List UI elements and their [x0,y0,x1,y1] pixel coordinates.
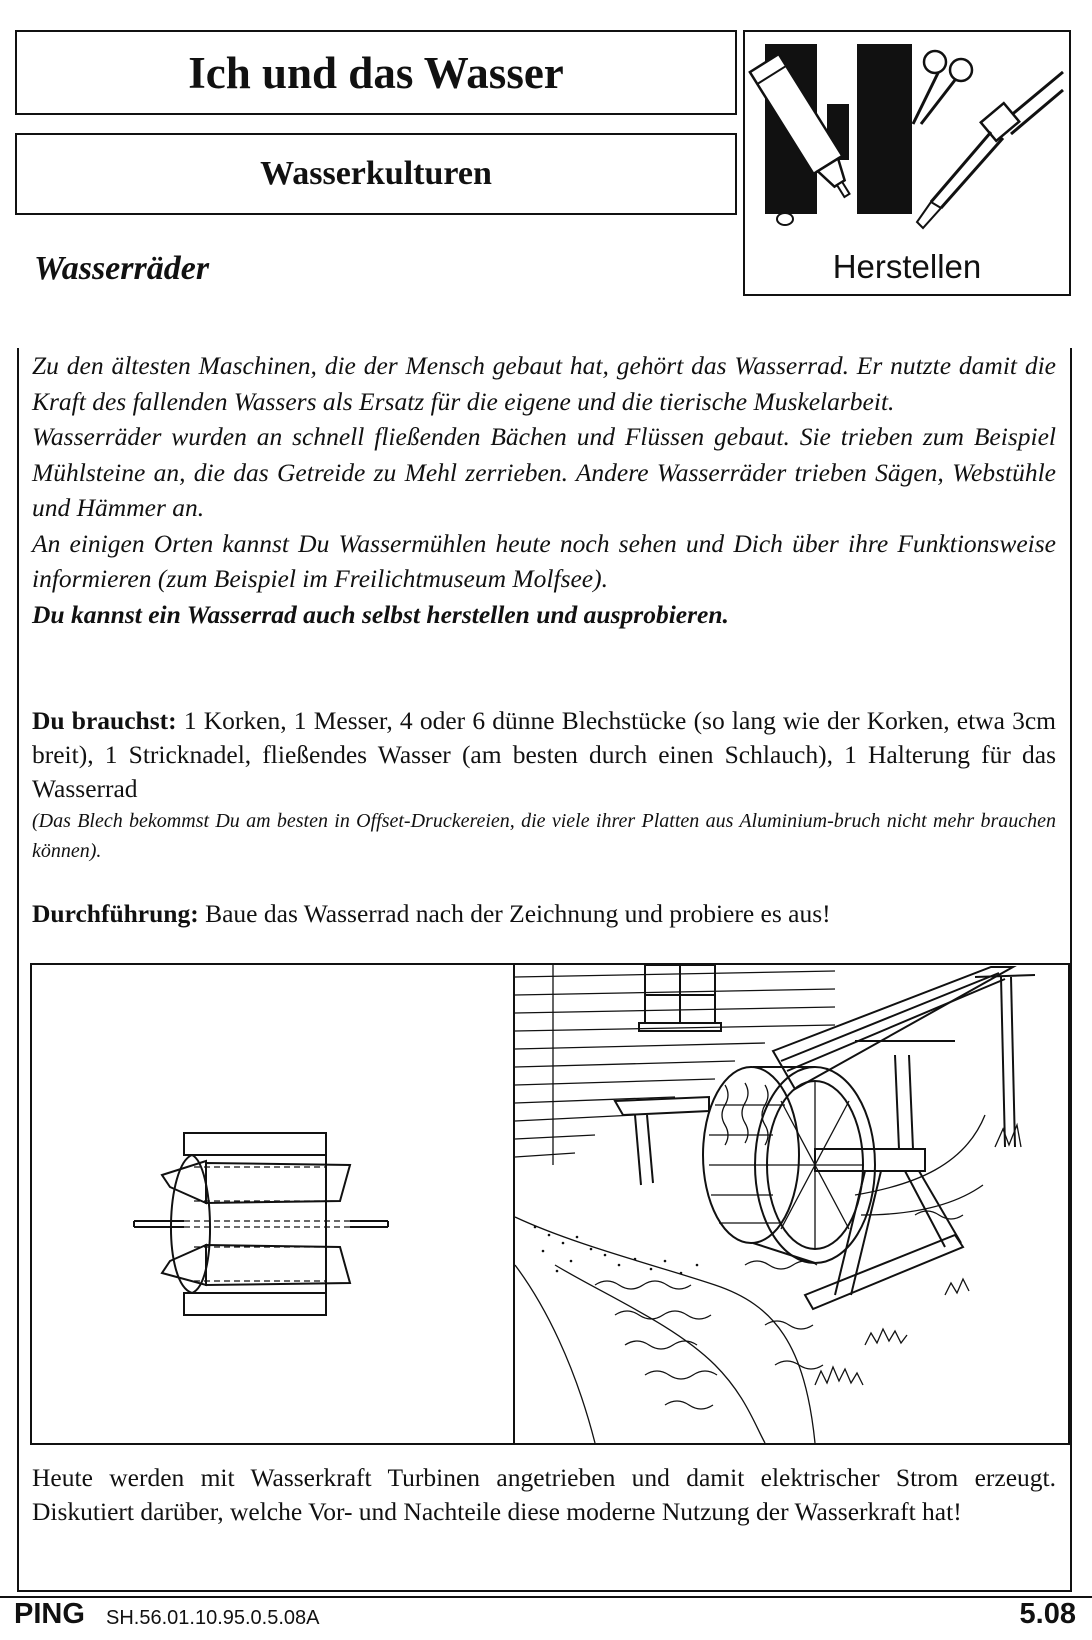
page-subtitle-text: Wasserkulturen [260,155,492,192]
procedure-label: Durchführung: [32,899,199,928]
intro-paragraph-1: Zu den ältesten Maschinen, die der Mensch gebaut hat, gehört das Wasserrad. Er nutzte damit die Kraft des fallenden Wassers als Ersatz für die eigene und die tierische Muskelarbeit. [32,351,1056,416]
procedure-text: Baue das Wasserrad nach der Zeichnung und probiere es aus! [205,899,831,928]
materials-note: (Das Blech bekommst Du am besten in Offset-Druckereien, die viele ihrer Platten aus Aluminium-bruch nicht mehr brauchen können). [32,810,1056,862]
intro-paragraph-4: Du kannst ein Wasserrad auch selbst herstellen und ausprobieren. [32,599,729,629]
icon-label: Herstellen [832,248,982,285]
page-title [15,30,737,115]
page-title-text: Ich und das Wasser [188,47,564,98]
page-number: 5.08 [1019,1598,1076,1630]
materials-section [32,704,1056,866]
intro-paragraph-2: Wasserräder wurden an schnell fließenden Bächen und Flüssen gebaut. Sie trieben zum Beispiel Mühlsteine an, die das Getreide zu Mehl zerrieben. Andere Wasserräder trieben Sägen, Webstühle und Hämmer an. [32,422,1056,522]
closing-text: Heute werden mit Wasserkraft Turbinen angetrieben und damit elektrischer Strom erzeugt. Diskutiert darüber, welche Vor- und Nachteile diese moderne Nutzung der Wasserkraft hat! [32,1463,1056,1526]
cork-wheel-diagram [32,965,512,1443]
page-subtitle [15,133,737,215]
intro-paragraph-3: An einigen Orten kannst Du Wassermühlen heute noch sehen und Dich über ihre Funktionsweise informieren (zum Beispiel im Freilichtmuseum Molfsee). [32,528,1056,593]
footer-brand: PING [14,1598,85,1630]
materials-paragraph [32,704,1056,806]
materials-text: 1 Korken, 1 Messer, 4 oder 6 dünne Blechstücke (so lang wie der Korken, etwa 3cm breit), 1 Stricknadel, fließendes Wasser (am besten durch einen Schlauch), 1 Halterung für das Wasserrad [32,706,1056,803]
craft-tools-icon [745,32,1069,252]
water-mill-drawing [515,965,1068,1443]
procedure-section [32,897,1056,931]
section-heading: Wasserräder [34,250,210,287]
materials-label: Du brauchst: [32,706,177,735]
footer-code: SH.56.01.10.95.0.5.08A [106,1607,320,1629]
intro-text [32,348,1056,632]
footer-divider [0,1596,1092,1598]
